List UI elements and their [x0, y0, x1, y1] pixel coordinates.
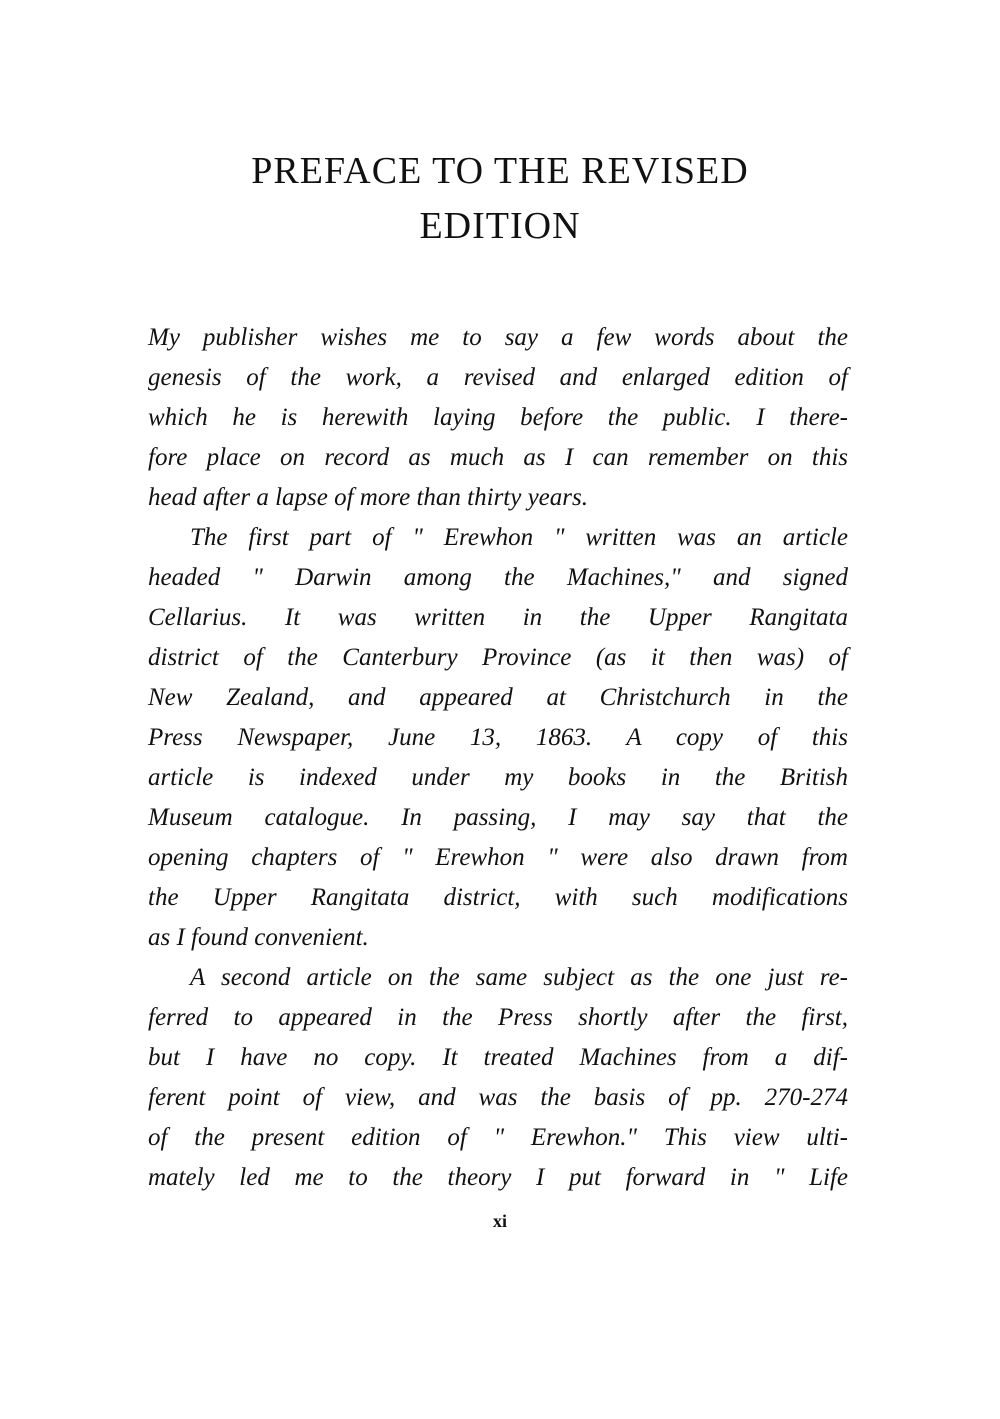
- text-line: as I found convenient.: [148, 924, 369, 951]
- text-line: head after a lapse of more than thirty years.: [148, 484, 588, 511]
- page-title-line-2: EDITION: [419, 205, 581, 247]
- text-line: article is indexed under my books in the British: [148, 764, 848, 791]
- text-line: Press Newspaper, June 13, 1863. A copy of this: [148, 724, 848, 751]
- text-line: Museum catalogue. In passing, I may say that the: [148, 804, 848, 831]
- text-line: opening chapters of " Erewhon " were also drawn from: [148, 844, 848, 871]
- text-line: ferred to appeared in the Press shortly after the first,: [148, 1004, 848, 1031]
- text-line: A second article on the same subject as the one just re-: [190, 964, 848, 991]
- text-line: but I have no copy. It treated Machines from a dif-: [148, 1044, 848, 1071]
- text-line: The first part of " Erewhon " written was an article: [190, 524, 848, 551]
- text-line: fore place on record as much as I can remember on this: [148, 444, 848, 471]
- text-line: New Zealand, and appeared at Christchurch in the: [148, 684, 848, 711]
- text-line: headed " Darwin among the Machines," and signed: [148, 564, 848, 591]
- text-line: district of the Canterbury Province (as it then was) of: [148, 644, 848, 671]
- text-line: Cellarius. It was written in the Upper Rangitata: [148, 604, 848, 631]
- page-title-line-1: PREFACE TO THE REVISED: [251, 150, 749, 192]
- text-line: My publisher wishes me to say a few words about the: [148, 324, 848, 351]
- text-line: which he is herewith laying before the public. I there-: [148, 404, 848, 431]
- text-line: genesis of the work, a revised and enlarged edition of: [148, 364, 848, 391]
- text-line: of the present edition of " Erewhon." This view ulti-: [148, 1124, 848, 1151]
- page-number: xi: [492, 1211, 507, 1231]
- text-line: the Upper Rangitata district, with such modifications: [148, 884, 848, 911]
- text-line: mately led me to the theory I put forward in " Life: [148, 1164, 848, 1191]
- text-line: ferent point of view, and was the basis of pp. 270-274: [148, 1084, 848, 1111]
